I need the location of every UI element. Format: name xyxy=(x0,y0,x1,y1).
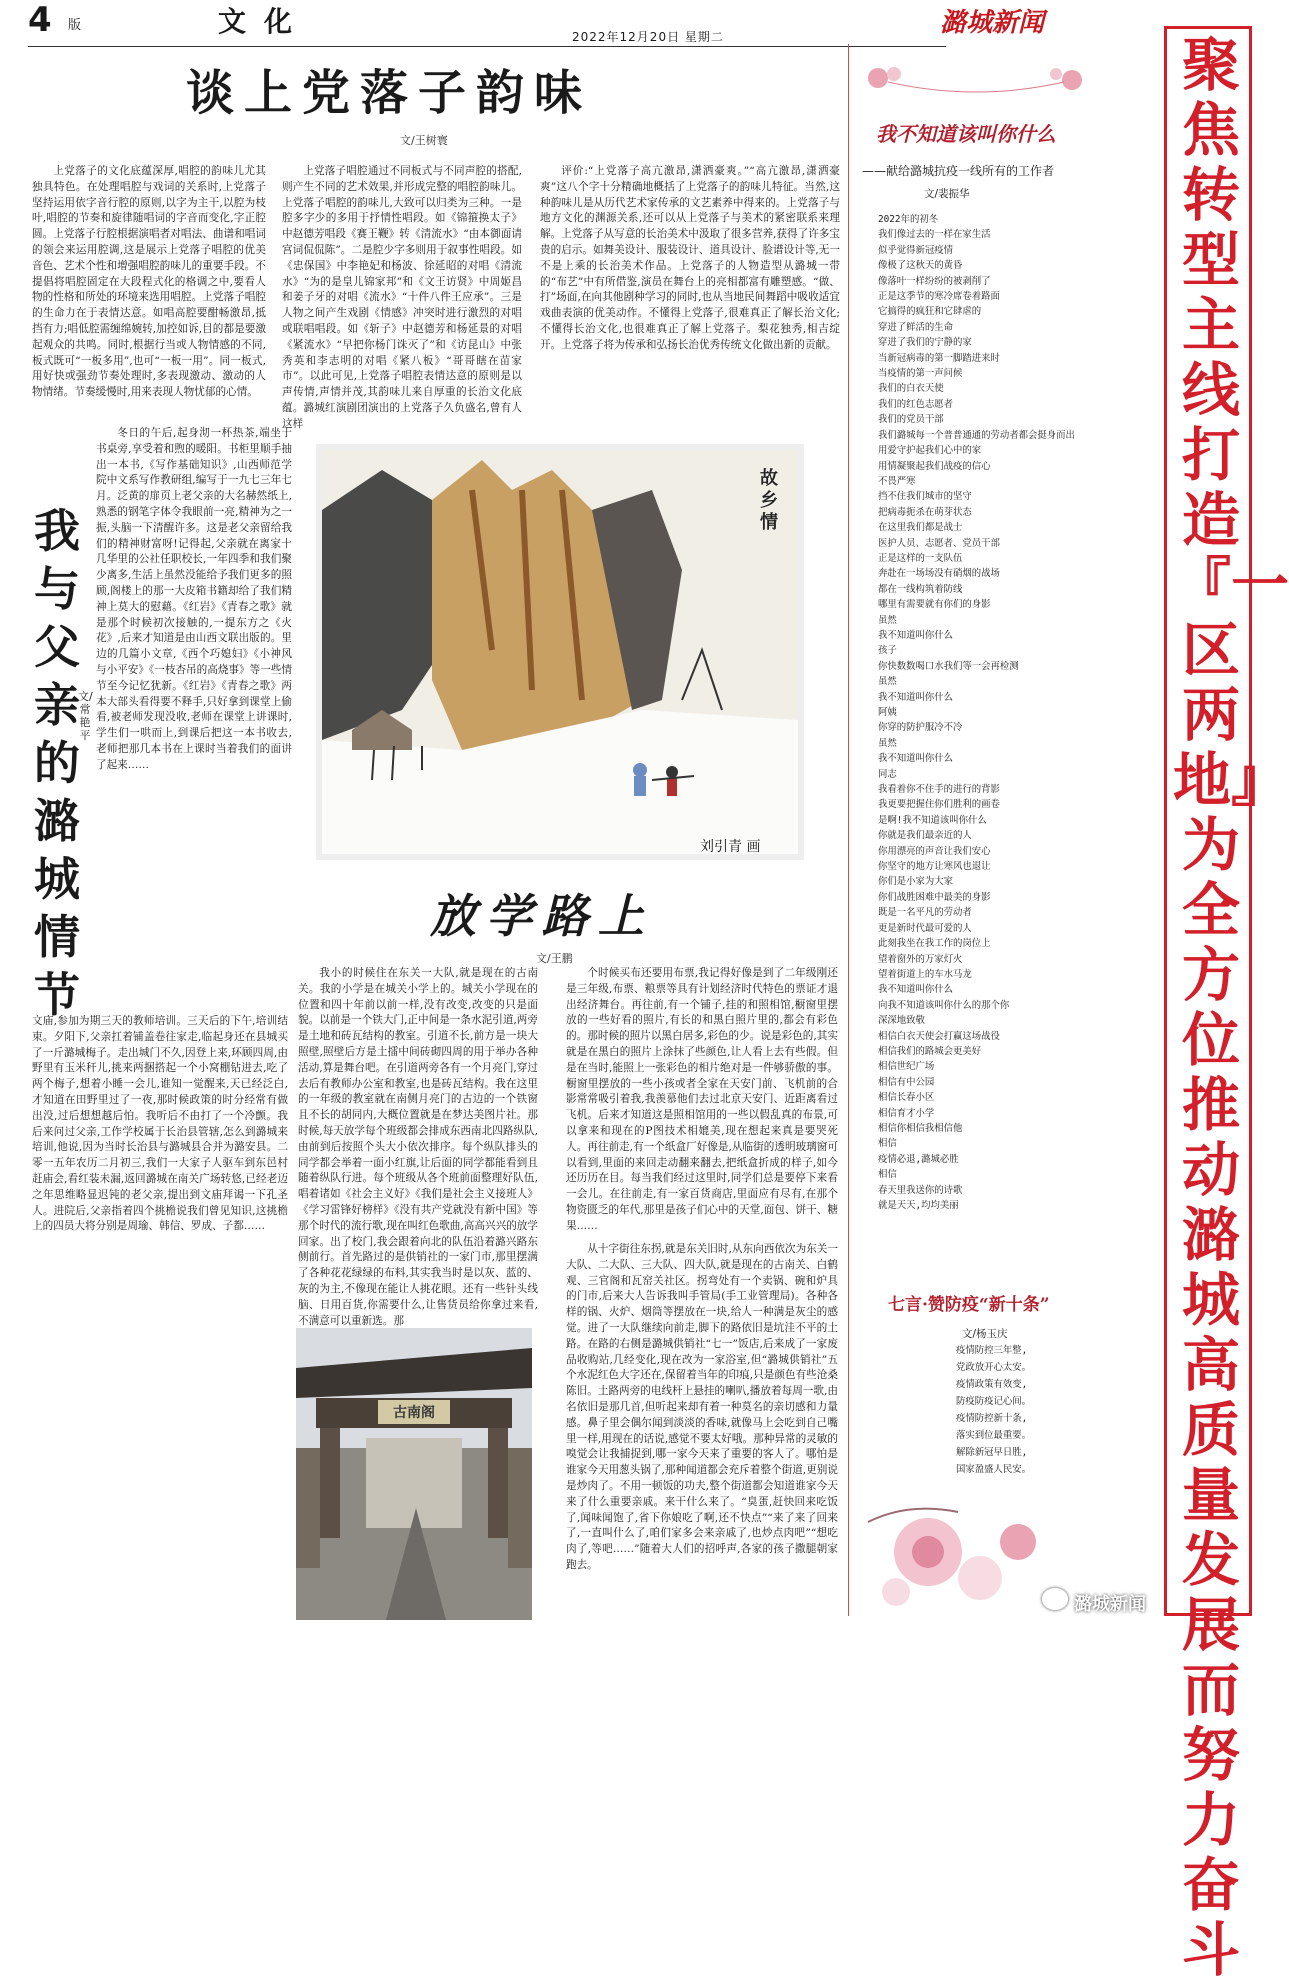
poem-line: 奔赴在一场场没有硝烟的战场 xyxy=(878,568,1000,580)
poem-line: 相信我们的路城会更美好 xyxy=(878,1045,982,1057)
poem2-line: 国家盈盛人民安。 xyxy=(956,1464,1032,1475)
article-title-father: 我与父亲的潞城情节 xyxy=(34,504,80,1022)
issue-date: 2022年12月20日 星期二 xyxy=(572,30,724,44)
poem2-line: 党政放开心太安。 xyxy=(956,1362,1032,1373)
poem-line: 2022年的初冬 xyxy=(878,214,939,225)
poem-byline: 文/裴振华 xyxy=(924,188,970,200)
poem-line: 你就是我们最亲近的人 xyxy=(878,830,972,842)
poem-line: 你快数数喝口水我们等一会再检测 xyxy=(878,660,1019,672)
poem-subtitle: ——献给潞城抗疫一线所有的工作者 xyxy=(862,164,1055,178)
poem-line: 相信你相信我相信他 xyxy=(878,1122,963,1134)
poem-line: 穿进了鲜活的生命 xyxy=(878,321,954,333)
poem-line: 疫情必退,潞城必胜 xyxy=(878,1153,959,1165)
poem2-title: 七言·赞防疫“新十条” xyxy=(888,1295,1050,1315)
slogan-banner xyxy=(1164,26,1289,1984)
poem-line: 你们战胜困难中最美的身影 xyxy=(878,891,991,903)
article-title-school: 放学路上 xyxy=(430,889,654,943)
wechat-logo-icon xyxy=(1042,1588,1068,1610)
poem-line: 我们的党员干部 xyxy=(878,414,944,426)
article-column-school-2: 个时候买布还要用布票,我记得好像是到了二年级刚还是三年级,布票、粮票等具有计划经济时代特色的票证才退出经济舞台。再往前,有一个铺子,挂的和照相馆,橱窗里摆放的一些好看的照片,有长的和黑白照片里的,都会有彩色的。那时候的照片以黑白居多,彩色的少。说是彩色的,其实就是在黑白的照片上涂抹了些颜色,让人看上去有些假。但是在当时,能照上一张彩色的相片绝对是一件够骄傲的事。橱窗里摆放的一些小孩或者全家在天安门前、飞机前的合影常常吸引着我,我羡慕他们去过北京天安门、近距离看过飞机。后来才知道这是照相馆用的一些以假乱真的布景,可以拿来和现在的P图技术相媲美,现在想起来真是要哭死人。再往前走,有一个纸盒厂好像是,从临街的透明玻璃窗可以看到,里面的来回走动翻来翻去,把纸盒折成的样子,如今还历历在目。每当我们经过这里时,同学们总是要停下来看一会儿。在往前走,有一家百货商店,里面应有尽有,在那个物资匮乏的年代,那里是孩子们心中的天堂,面包、饼干、糖果…… xyxy=(566,967,838,1232)
poem-sidebar xyxy=(858,62,1094,1622)
poem2-line: 解除新冠早日胜, xyxy=(956,1447,1028,1458)
street-gate-photo xyxy=(296,1328,532,1620)
poem-line: 我更要把握住你们胜利的画卷 xyxy=(878,799,1000,811)
article-byline-school: 文/王鹏 xyxy=(536,952,573,965)
floral-ornament-icon xyxy=(858,62,1094,102)
poem-line: 望着窗外的万家灯火 xyxy=(878,953,963,965)
poem-line: 我们潞城每一个普普通通的劳动者都会挺身而出 xyxy=(878,429,1075,441)
poem-line: 在这里我们都是战士 xyxy=(878,522,963,534)
poem-line: 是啊!我不知道该叫你什么 xyxy=(878,814,987,826)
poem-line: 你们是小家为大家 xyxy=(878,876,954,888)
poem-line: 我们的白衣天使 xyxy=(878,383,944,395)
poem-line: 不畏严寒 xyxy=(878,475,916,487)
painting-caption: 刘引青 画 xyxy=(700,839,761,855)
poem-line: 更是新时代最可爱的人 xyxy=(878,922,972,934)
article-column-father-upper: 冬日的午后,起身沏一杯热茶,端坐于书桌旁,享受着和煦的暖阳。书柜里顺手抽出一本书,《写作基础知识》,山西师范学院中文系写作教研组,编写于一九七三年七月。泛黄的扉页上老父亲的大名赫然纸上,熟悉的钢笔字体令我眼前一亮,精神为之一振,头脑一下清醒许多。这是老父亲留给我们的精神财富呀!记得起,父亲就在离家十几华里的公社任职校长,一年四季和我们聚少离多,生活上虽然没能给予我们更多的照顾,阁楼上的那一大皮箱书籍却给了我们精神上莫大的慰藉。《红岩》《青春之歌》就是那个时候初次接触的,一提东方之《火花》,后来才知道是由山西文联出版的。里边的几篇小文章,《西个巧媳妇》《小神风与小平安》《一枝杏吊的高烧事》等一些情节至今记忆犹新。《红岩》《青春之歌》两本大部头看得要不释手,只好拿到课堂上偷看,被老师发现没收,老师在课堂上讲课时,学生们一哄而上,到课后把这一本书收去,老师把那几本书在上课时当着我们的面讲了起来…… xyxy=(96,427,292,771)
watermark-text: 潞城新闻 xyxy=(1074,1594,1146,1615)
poem-line: 当新冠病毒的第一脚踏进来时 xyxy=(878,352,1000,364)
poem2-line: 疫情防控三年整, xyxy=(956,1345,1028,1356)
poem-line: 深深地致敬 xyxy=(878,1015,925,1027)
poem-line: 阿姨 xyxy=(878,707,897,718)
poem-line: 似乎觉得新冠疫情 xyxy=(878,244,954,256)
painting-signature: 故乡情 xyxy=(760,468,778,533)
poem-line: 你坚守的地方让寒风也退让 xyxy=(878,861,991,873)
article-column-luozi-1: 上党落子的文化底蕴深厚,唱腔的韵味儿尤其独具特色。在处理唱腔与戏词的关系时,上党落子坚持运用依字音行腔的原则,以字为主干,以腔为枝叶,唱腔的节奏和旋律随唱词的字音而变化,字正腔圆。上党落子行腔根据演唱者对唱法、曲谱和唱词的领会来运用腔调,这是展示上党落子唱腔的优美音色、艺术个性和增强唱腔韵味儿的重要手段。不提倡将唱腔固定在大段程式化的格调之中,要看人物的性格和所处的环境来选用唱腔。上党落子唱腔的生命力在于表情达意。如唱高腔要酣畅激昂,抵挡有力;唱低腔需缠绵婉转,加控如诉,目的都是要激起观众的共鸣。同时,根据行当或人物情感的不同,板式既可“一板多用”,也可“一板一用”。同一板式,用好快或强劲节奏处理时,多表现激动、激动的人物情绪。节奏缓慢时,用来表现人物忧郁的心情。 xyxy=(32,165,266,399)
article-byline-father: 文/常艳平 xyxy=(78,690,93,742)
painting-art xyxy=(322,450,798,854)
poem-line: 同志 xyxy=(878,768,897,780)
poem-line: 既是一名平凡的劳动者 xyxy=(878,907,972,919)
poem-line: 用爱守护起我们心中的家 xyxy=(878,445,982,457)
article-column-luozi-2: 上党落子唱腔通过不同板式与不同声腔的搭配,则产生不同的艺术效果,并形成完整的唱腔韵味儿。上党落子唱腔的韵味儿,大致可以归类为三种。一是腔多字少的多用于抒情性唱段。如《锦箍换太子》中赵德芳唱段《赛王鞭》转《清流水》“由本御面请宫词侃侃陈”。二是腔少字多则用于叙事性唱段。如《忠保国》中李艳妃和杨波、徐延昭的对唱《清流水》“为的是皇儿锦家邦”和《文王访贤》中周姬昌和姜子牙的对唱《流水》“十件八件王应承”。三是人物之间产生戏剧《情感》冲突时进行激烈的对唱或联唱唱段。如《斩子》中赵德芳和杨延景的对唱《紧流水》“早把你杨门诛灭了”和《访昆山》中张秀英和李志明的对唱《紧八板》“哥哥瞎在苗家市”。以此可见,上党落子唱腔表情达意的原则是以声传情,声情并茂,其韵味儿来自厚重的长治文化底蕴。潞城红演剧团演出的上党落子久负盛名,曾有人这样 xyxy=(282,165,522,430)
poem-line: 像极了这秋天的黄昏 xyxy=(878,260,963,272)
poem-line: 我不知道叫你什么 xyxy=(878,753,954,765)
poem-line: 虽然 xyxy=(878,676,897,688)
poem-title: 我不知道该叫你什么 xyxy=(876,122,1056,146)
poem-line: 相信白衣天使会打赢这场战役 xyxy=(878,1030,1000,1042)
article-title-luozi: 谈上党落子韵味 xyxy=(186,65,593,121)
masthead-rule xyxy=(28,46,946,47)
paper-logo: 潞城新闻 xyxy=(940,8,1045,38)
poem-line: 都在一线构筑着防线 xyxy=(878,583,963,595)
poem-line: 相信育才小学 xyxy=(878,1107,935,1119)
poem-line: 医护人员、志愿者、党员干部 xyxy=(878,537,1000,549)
poem-line: 虽然 xyxy=(878,737,897,749)
poem-line: 相信长春小区 xyxy=(878,1092,935,1104)
landscape-painting xyxy=(316,444,804,860)
poem2-body xyxy=(956,1342,1096,1478)
poem-line: 就是天天,均均美丽 xyxy=(878,1200,959,1211)
poem-line: 相信 xyxy=(878,1169,897,1181)
poem-line: 哪里有需要就有你们的身影 xyxy=(878,599,991,611)
article-column-school-1: 我小的时候住在东关一大队,就是现在的古南关。我的小学是在城关小学上的。城关小学现在的位置和四十年前以前一样,没有改变,改变的只是面貌。以前是一个铁大门,正中间是一条水泥引道,两旁是土地和砖瓦结构的教室。引道不长,前方是一块大照壁,照壁后方是土擂中间砖砌四周的用于举办各种活动,算是舞台吧。在引道两旁各有一个月亮门,穿过去后有教师办公室和教室,也是砖瓦结构。我在这里的一年级的教室就在南侧月亮门的古边的一个铁窗且不长的胡同内,大概位置就是在梦达美图片社。那时候,每天放学每个班级都会排成东西南北四路纵队,由前到后按照个头大小依次排序。每个纵队排头的同学都会举着一面小红旗,让后面的同学都能看到且随着纵队行进。每个班级从各个班前面整理好队伍,唱着诸如《社会主义好》《我们是社会主义接班人》《学习雷锋好榜样》《没有共产党就没有新中国》等那个时代的流行歌,现在叫红色歌曲,高高兴兴的放学回家。出了校门,我会跟着向北的队伍沿着潞兴路东侧前行。首先路过的是供销社的一家门市,那里摆满了各种花花绿绿的布料,其实我当时是以灰、蓝的、灰的为主,不像现在能让人挑花眼。还有一些针头线脑、日用百货,你需要什么,让售货员给你拿过来看,不满意可以重新选。那 xyxy=(298,967,538,1327)
article-column-luozi-3: 评价:“上党落子高亢激昂,潇洒豪爽。”“高亢激昂,潇洒豪爽”这八个字十分精确地概括了上党落子的韵味儿特征。当然,这种韵味儿是从历代艺术家传承的文艺素养中得来的。上党落子与地方文化的渊源关系,还可以从上党落子与美术的紧密联系来理解。上党落子从写意的长治美术中汲取了很多营养,获得了许多宝贵的启示。如舞美设计、服装设计、道具设计、脸谱设计等,无一不是上乘的长治美术作品。上党落子的人物造型从潞城一带的“布艺”中有所借鉴,演员在舞台上的亮相都富有雕塑感。“做、打”场面,在向其他剧种学习的同时,也从当地民间舞蹈中吸收适宜戏曲表演的优美动作。不懂得上党落子,很难真正了解长治文化;不懂得长治文化,也很难真正了解上党落子。梨花独秀,相吉绽开。上党落子将为传承和弘扬长治优秀传统文化做出新的贡献。 xyxy=(540,165,840,351)
poem-line: 我不知道叫你什么 xyxy=(878,691,954,703)
poem2-line: 疫情政策有效变, xyxy=(956,1379,1028,1390)
article-column-father-lower: 文庙,参加为期三天的教师培训。三天后的下午,培训结束。夕阳下,父亲扛着铺盖卷往家走,临起身还在县城买了一斤潞城梅子。走出城门不久,因登上来,环顾四周,由野里有玉米秆儿,挑来两捆搭起一个小窝棚钻进去,吃了两个梅子,想着小睡一会儿,谁知一觉醒来,天已经泛白,才知道在田野里过了一夜,那时候政策的时分经常有做出没,过后想想越后怕。我听后不由打了一个冷颤。我后来问过父亲,工作学校属于长治县管辖,怎么到潞城来培训,他说,因为当时长治县与潞城县合并为潞安县。二零一五年农历二月初三,我们一大家子人驱车到东邑村赶庙会,看红装未漏,返回潞城在南关广场转悠,已经老迈之年思维略显迟钝的老父亲,提出到文庙拜谒一下孔圣人。进院后,父亲指着四个挑檐说我们曾见知识,这挑檐上的四员大将分别是周瑜、韩信、罗成、子都…… xyxy=(32,1015,288,1233)
poem2-byline: 文/杨玉庆 xyxy=(962,1328,1008,1340)
page-number: 4 xyxy=(28,0,52,40)
poem-line: 相信世纪广场 xyxy=(878,1061,935,1073)
poem-line: 我看着你不住手的进行的背影 xyxy=(878,784,1000,796)
poem-line: 孩子 xyxy=(878,645,897,657)
poem-line: 此刻我坐在我工作的岗位上 xyxy=(878,938,991,950)
poem-line: 我不知道叫你什么 xyxy=(878,984,954,996)
article-column-school-3: 从十字街往东拐,就是东关旧时,从东向西依次为东关一大队、二大队、三大队、四大队,就是现在的古南关、白鹤观、三官阁和瓦窑关社区。拐弯处有一个卖锅、碗和炉具的门市,后来大人告诉我叫手管局(手工业管理局)。各种各样的锅、火炉、烟筒等摆放在一块,给人一种满是灰尘的感觉。进了一大队继续向前走,脚下的路依旧是坑洼不平的土路。在路的右侧是潞城供销社“七一”饭店,后来成了一家废品收购站,几经变化,现在改为一家浴室,但“潞城供销社”五个水泥红色大字还在,保留着当年的印痕,只是颜色有些沧桑陈旧。土路两旁的电线杆上悬挂的喇叭,播放着每周一歌,由名依旧是那几首,但听起来却有着一种莫名的亲切感和力量感。鼻子里会偶尔闻到淡淡的香味,就像马上会吃到自己嘴里一样,用现在的话说,感觉不要太好哦。那种异常的灵敏的嗅觉会让我捕捉到,哪一家今天来了重要的客人了。哪怕是谁家今天用葱头锅了,那种闻道都会充斥着整个街道,更别说是炒肉了。不用一顿饭的功夫,整个街道都会知道谁家今天来了什么重要亲戚。来干什么来了。“臭蛋,赶快回来吃饭了,闻味闻饱了,省下你娘吃了啊,还不快点”“来了来了回来了,一直叫什么了,咱们家多会来亲戚了,也炒点肉吧”“想吃肉了,等吧……”随着大人们的招呼声,各家的孩子撒腿朝家跑去。 xyxy=(566,1243,838,1571)
poem-line: 相信有中公园 xyxy=(878,1076,935,1088)
poem-line: 用情凝聚起我们战疫的信心 xyxy=(878,460,991,472)
poem-line: 穿进了我们的宁静的家 xyxy=(878,337,972,349)
poem-line: 你穿的防护服冷不冷 xyxy=(878,722,963,734)
poem-line: 正是这季节的寒冷席卷着路面 xyxy=(878,291,1000,303)
poem-body xyxy=(878,212,1094,1213)
poem-line: 我不知道叫你什么 xyxy=(878,629,954,641)
poem-line: 挡不住我们城市的坚守 xyxy=(878,491,972,503)
column-divider xyxy=(848,44,849,1616)
poem-line: 正是这样的一支队伍 xyxy=(878,552,963,564)
poem-line: 你用漂亮的声音让我们安心 xyxy=(878,845,991,857)
article-byline-luozi: 文/王树寰 xyxy=(400,134,448,147)
poem-line: 虽然 xyxy=(878,614,897,626)
poem-line: 把病毒扼杀在萌芽状态 xyxy=(878,506,972,518)
poem-line: 春天里我送你的诗歌 xyxy=(878,1184,963,1196)
slogan-text: 聚焦转型主线 打造『一区两地』为全方位推动潞城高质量发展而努力奋斗 xyxy=(1173,31,1289,1984)
poem-line: 望着街道上的车水马龙 xyxy=(878,968,972,980)
poem2-line: 落实到位最重要。 xyxy=(956,1430,1032,1441)
poem-line: 我们像过去的一样在家生活 xyxy=(878,229,991,241)
poem-line: 我们的红色志愿者 xyxy=(878,398,954,410)
poem2-line: 防疫防疫记心间。 xyxy=(956,1396,1032,1407)
gate-photo-art xyxy=(296,1328,532,1620)
page-number-suffix: 版 xyxy=(68,18,82,33)
poem-line: 它搞得的疯狂和它肆虐的 xyxy=(878,306,982,318)
poem2-line: 疫情防控新十条, xyxy=(956,1413,1028,1424)
gate-plaque: 古南阁 xyxy=(393,1405,435,1421)
poem-line: 相信 xyxy=(878,1138,897,1150)
poem-line: 向我不知道该叫你什么的那个你 xyxy=(878,999,1010,1011)
section-name: 文化 xyxy=(218,5,311,38)
poem-line: 像落叶一样纷纷的被剥削了 xyxy=(878,275,991,287)
poem-line: 当疫情的第一声问候 xyxy=(878,368,963,380)
